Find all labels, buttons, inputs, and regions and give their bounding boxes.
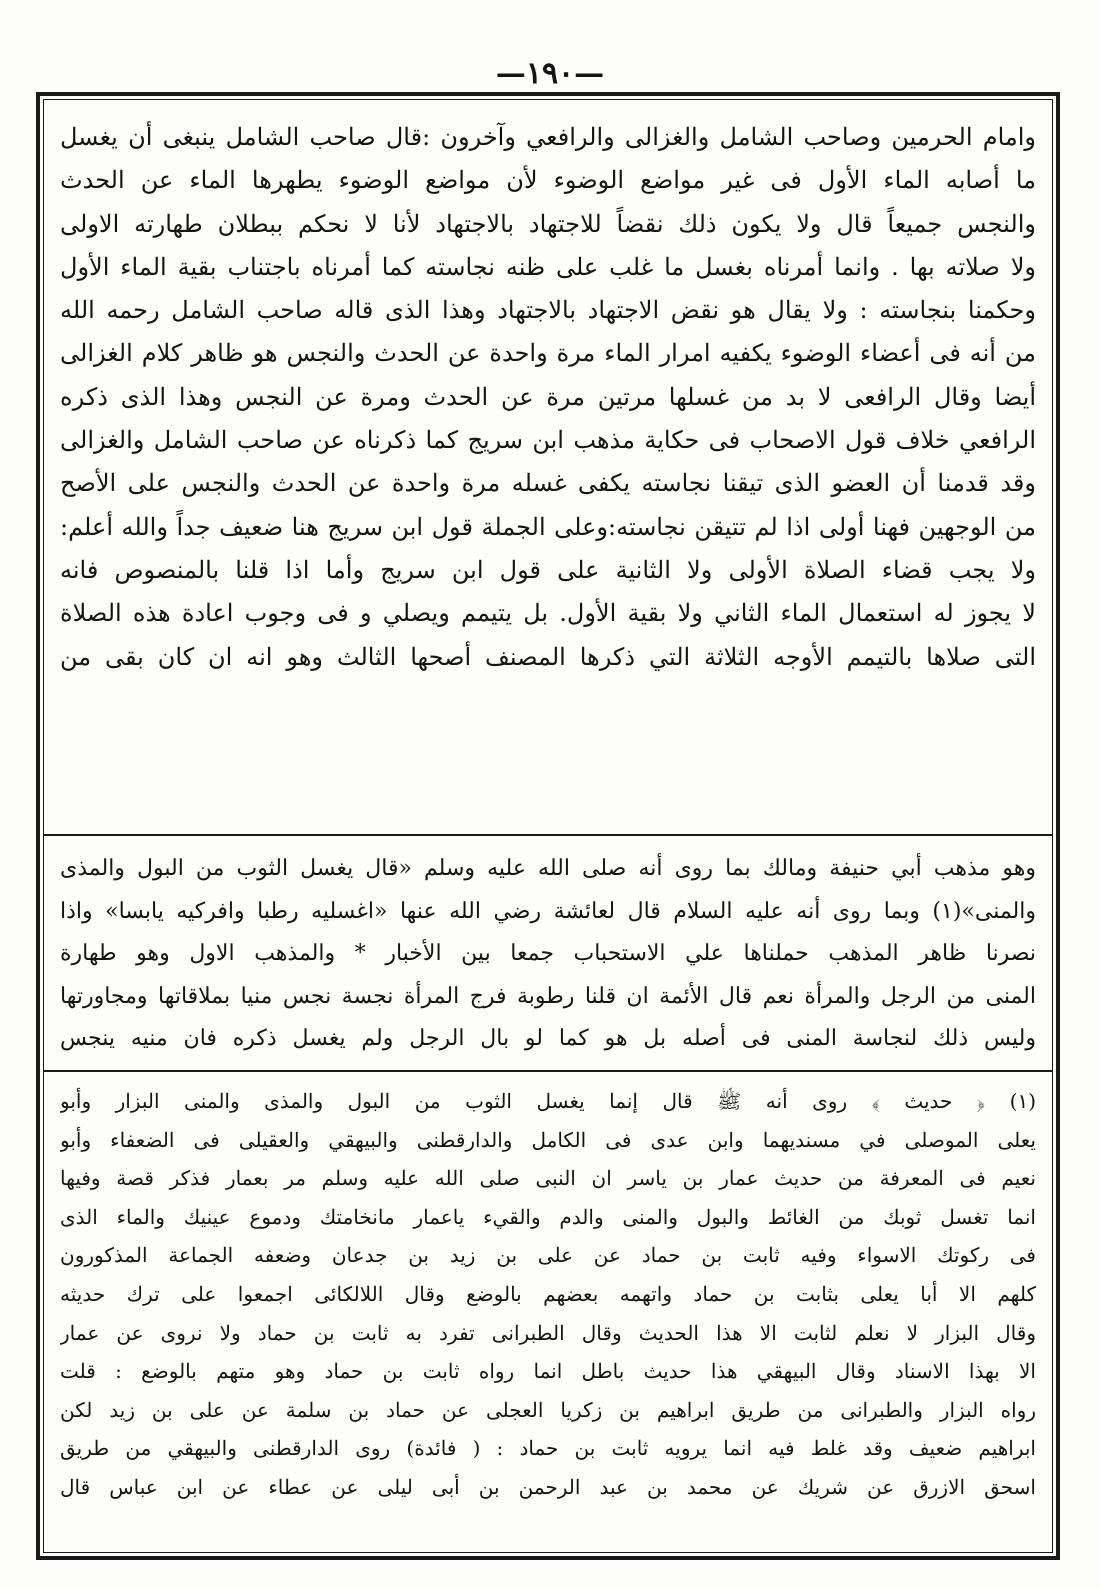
text-line: ما أصابه الماء الأول فى غير مواضع الوضوء لأن مواضع الوضوء يطهرها الماء عن الحدث: [60, 166, 1036, 195]
text-line: نصرنا ظاهر المذهب حملناها علي الاستحباب جمعا بين الأخبار * والمذهب الاول وهو طهارة: [60, 941, 1036, 966]
text-line: وامام الحرمين وصاحب الشامل والغزالى والرافعي وآخرون :قال صاحب الشامل ينبغى أن يغسل: [60, 123, 1036, 151]
commentary-text-block: [60, 848, 1036, 1063]
text-line: فى ركوتك الاسواء وفيه ثابت بن حماد عن على بن زيد بن جدعان وضعفه الجماعة المذكورون: [60, 1243, 1036, 1268]
text-frame: [36, 92, 1060, 1560]
text-line: من الوجهين فهنا أولى اذا لم تتيقن نجاسته:وعلى الجملة قول ابن سريج هنا ضعيف جداً والله أعلم:: [60, 512, 1036, 541]
text-line: وقال البزار لا نعلم لثابت الا هذا الحديث وقال الطبرانى تفرد به ثابت بن حماد ولا نروى عن عمار: [60, 1320, 1036, 1345]
section-divider: [44, 834, 1052, 836]
text-line: يعلى الموصلى في مسنديهما وابن عدى فى الكامل والدارقطنى والبيهقي والعقيلى فى الضعفاء وأبو: [60, 1127, 1036, 1152]
text-line: ولا يجب قضاء الصلاة الأولى ولا الثانية على قول ابن سريج وأما اذا قلنا بالمنصوص فانه: [60, 555, 1036, 584]
text-line: وهو مذهب أبي حنيفة ومالك بما روى أنه صلى الله عليه وسلم «قال يغسل الثوب من البول والمذى: [60, 856, 1036, 881]
text-line: الا بهذا الاسناد وقال البيهقي هذا حديث باطل انما رواه ثابت بن حماد وهو متهم بالوضع : قلت: [60, 1359, 1036, 1384]
text-line: والمنى»(١) وبما روى أنه عليه السلام قال لعائشة رضي الله عنها «اغسليه رطبا وافركيه يابسا» واذا: [60, 898, 1036, 924]
text-line: والنجس جميعاً قال ولا يكون ذلك نقضاً للاجتهاد بالاجتهاد لأنا لا نحكم ببطلان طهارته الاولى: [60, 209, 1036, 238]
footnotes-text-block: [60, 1082, 1036, 1552]
text-line: (١) ﴿ حديث ﴾ روى أنه ﷺ قال إنما يغسل الثوب من البول والمذى والمنى البزار وأبو: [60, 1089, 1036, 1113]
text-line: رواه البزار والطبرانى من طريق ابراهيم بن زكريا العجلى عن حماد بن سلمة عن على بن زيد لكن: [60, 1397, 1036, 1422]
text-line: اسحق الازرق عن شريك عن محمد بن عبد الرحمن بن أبى ليلى عن عطاء عن ابن عباس قال: [60, 1474, 1036, 1499]
main-text-block: [60, 116, 1036, 826]
text-line: وحكمنا بنجاسته : ولا يقال هو نقض الاجتهاد بالاجتهاد وهذا الذى قاله صاحب الشامل رحمه الله: [60, 296, 1036, 325]
text-line: نعيم فى المعرفة من حديث عمار بن ياسر ان النبى صلى الله عليه وسلم مر بعمار فذكر قصة وفيها: [60, 1166, 1036, 1191]
text-line: كلهم الا أبا يعلى بثابت بن حماد واتهمه بعضهم بالوضع وقال اللالكائى اجمعوا على ترك حديثه: [60, 1281, 1036, 1306]
text-line: ولا صلاته بها . وانما أمرناه بغسل ما غلب على ظنه نجاسته كما أمرناه باجتناب بقية الماء الأول: [60, 252, 1036, 281]
text-line: أيضا وقال الرافعى لا بد من غسلها مرتين مرة عن الحدث ومرة عن النجس وهذا الذى ذكره: [60, 382, 1036, 411]
text-line: انما تغسل ثوبك من الغائط والبول والمنى والدم والقيء ياعمار مانخامتك ودموع عينيك والماء الذى: [60, 1204, 1036, 1229]
text-line: من أنه فى أعضاء الوضوء يكفيه امرار الماء مرة واحدة عن الحدث والنجس هو ظاهر كلام الغزالى: [60, 339, 1036, 368]
page-number: —١٩٠—: [495, 56, 605, 91]
text-line: التى صلاها بالتيمم الأوجه الثلاثة التي ذكرها المصنف أصحها الثالث وهو انه ان كان بقى من: [60, 642, 1036, 671]
footnote-divider: [44, 1070, 1052, 1072]
text-line: وليس ذلك لنجاسة المنى فى أصله بل هو كما لو بال الرجل ولم يغسل ذكره فان منيه ينجس: [60, 1026, 1036, 1051]
text-line: وقد قدمنا أن العضو الذى تيقنا نجاسته يكفى غسله مرة واحدة عن الحدث والنجس على الأصح: [60, 469, 1036, 498]
text-line: لا يجوز له استعمال الماء الثاني ولا بقية الأول. بل يتيمم ويصلي و فى وجوب اعادة هذه الصلاة: [60, 599, 1036, 628]
text-line: المنى من الرجل والمرأة نعم قال الأئمة ان قلنا رطوبة فرج المرأة نجسة نجس منيا بملاقاتها ومجاورتها: [60, 983, 1036, 1009]
text-line: ابراهيم ضعيف وقد غلط فيه انما يرويه ثابت بن حماد : ( فائدة) روى الدارقطنى والبيهقي من طريق: [60, 1436, 1036, 1461]
text-line: الرافعي خلاف قول الاصحاب فى حكاية مذهب ابن سريج كما ذكرناه عن صاحب الشامل والغزالى: [60, 426, 1036, 455]
